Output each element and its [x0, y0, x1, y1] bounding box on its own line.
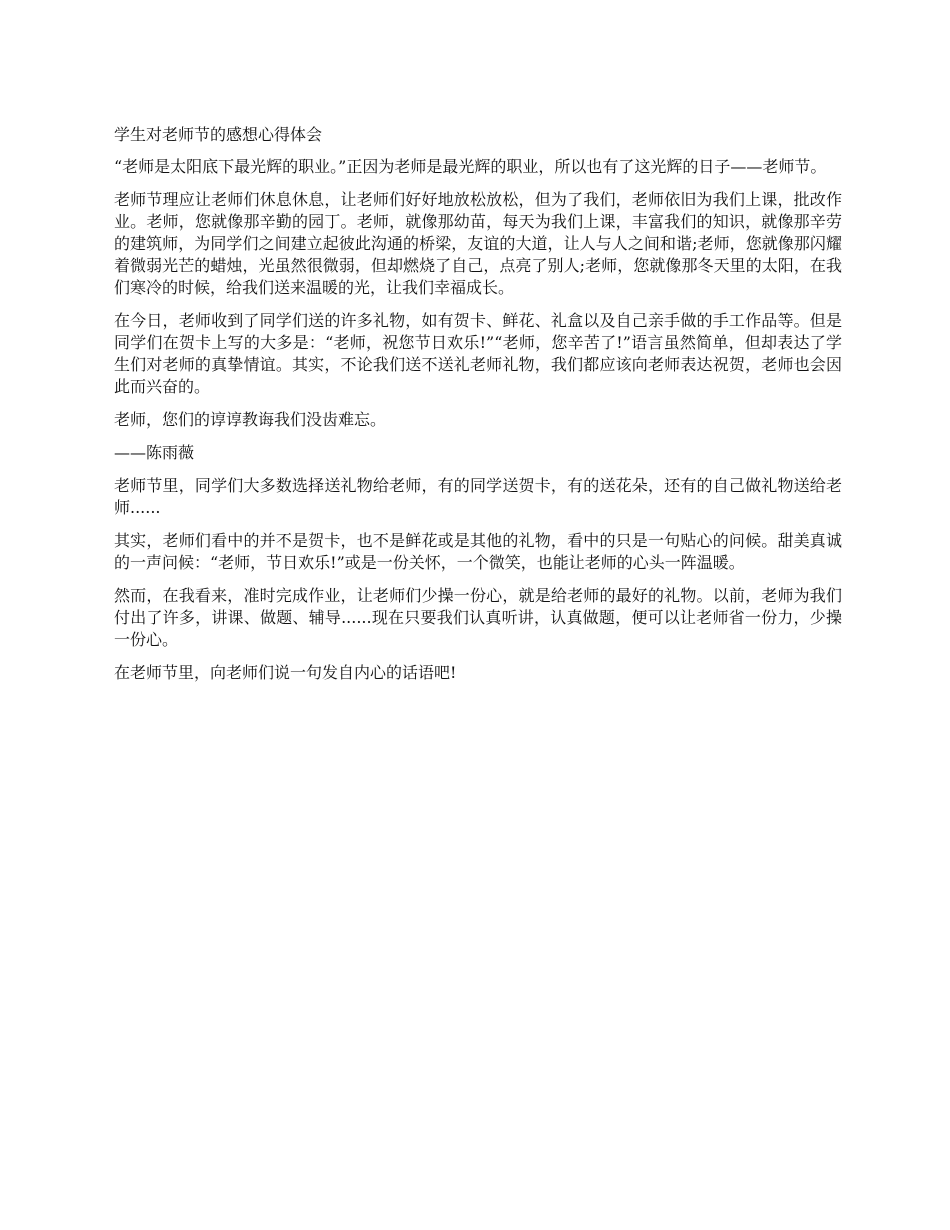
paragraph-6: 老师节里，同学们大多数选择送礼物给老师，有的同学送贺卡，有的送花朵，还有的自己做礼物送给老师......: [114, 476, 842, 517]
paragraph-1: “老师是太阳底下最光辉的职业。”正因为老师是最光辉的职业，所以也有了这光辉的日子——老师节。: [114, 157, 827, 176]
author-signature: ——陈雨薇: [114, 443, 195, 462]
paragraph-2: 老师节理应让老师们休息休息，让老师们好好地放松放松，但为了我们，老师依旧为我们上课，批改作业。老师，您就像那辛勤的园丁。老师，就像那幼苗，每天为我们上课，丰富我们的知识，就像那辛劳的建筑师，为同学们之间建立起彼此沟通的桥梁，友谊的大道，让人与人之间和谐;老师，您就像那闪耀着微弱光芒的蜡烛，光虽然很微弱，但却燃烧了自己，点亮了别人;老师，您就像那冬天里的太阳，在我们寒冷的时候，给我们送来温暖的光，让我们幸福成长。: [114, 190, 842, 297]
document-title: 学生对老师节的感想心得体会: [114, 125, 323, 144]
paragraph-7: 其实，老师们看中的并不是贺卡，也不是鲜花或是其他的礼物，看中的只是一句贴心的问候。甜美真诚的一声问候：“老师，节日欢乐!”或是一份关怀，一个微笑，也能让老师的心头一阵温暖。: [114, 531, 842, 572]
document-page: [114, 124, 842, 695]
paragraph-9: 在老师节里，向老师们说一句发自内心的话语吧!: [114, 663, 457, 682]
paragraph-3: 在今日，老师收到了同学们送的许多礼物，如有贺卡、鲜花、礼盒以及自己亲手做的手工作品等。但是同学们在贺卡上写的大多是：“老师，祝您节日欢乐!”“老师，您辛苦了!”语言虽然简单，但却表达了学生们对老师的真挚情谊。其实，不论我们送不送礼老师礼物，我们都应该向老师表达祝贺，老师也会因此而兴奋的。: [114, 311, 842, 396]
paragraph-4: 老师，您们的谆谆教诲我们没齿难忘。: [114, 410, 387, 429]
paragraph-8: 然而，在我看来，准时完成作业，让老师们少操一份心，就是给老师的最好的礼物。以前，老师为我们付出了许多，讲课、做题、辅导......现在只要我们认真听讲，认真做题，便可以让老师省一份力，少操一份心。: [114, 586, 842, 649]
